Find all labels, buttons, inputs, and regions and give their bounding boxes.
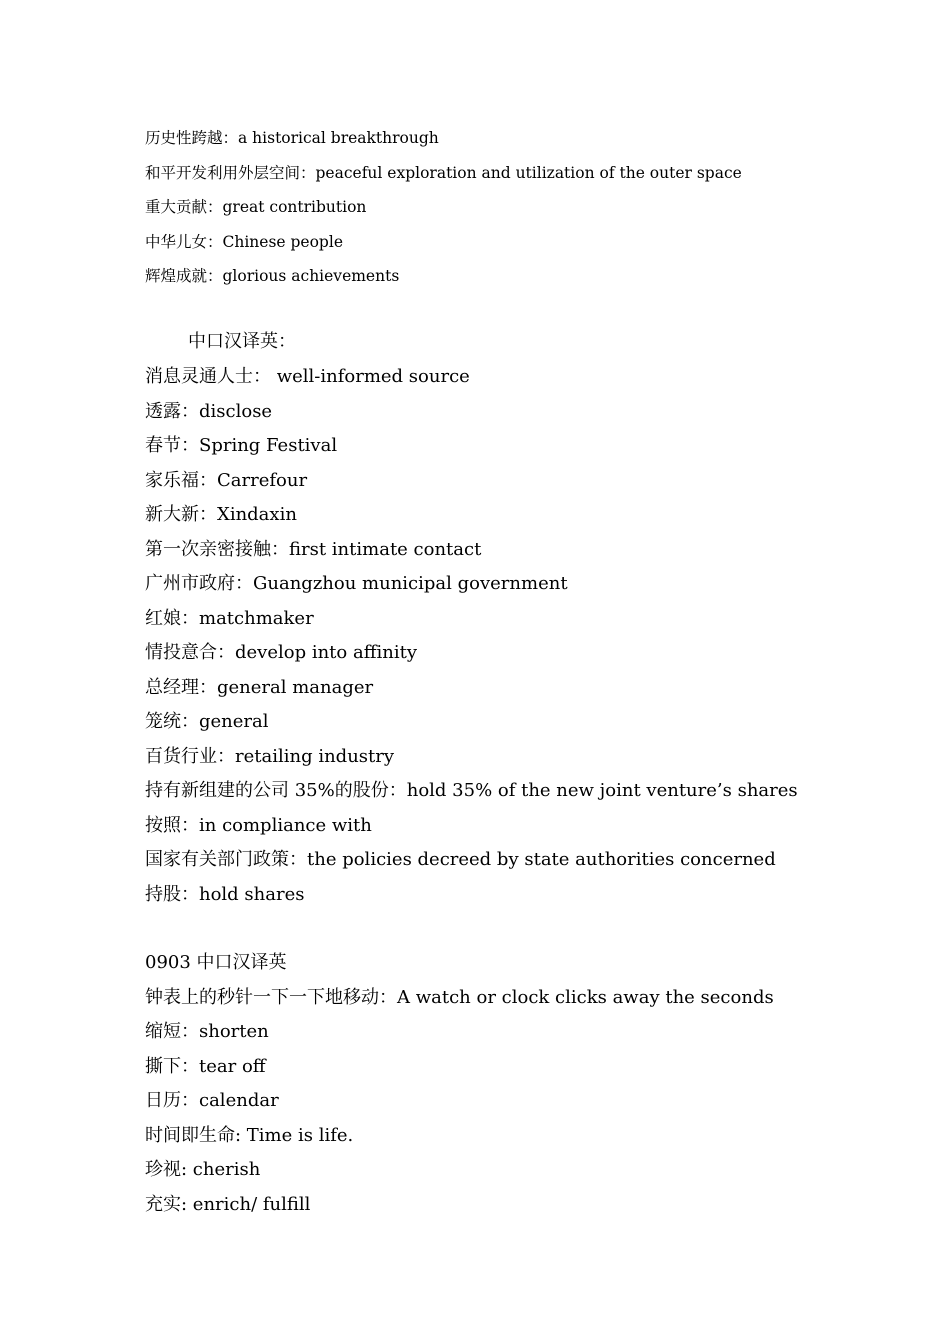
glossary-line: 家乐福：Carrefour — [145, 470, 308, 491]
glossary-line: 总经理：general manager — [145, 677, 374, 698]
glossary-line: 充实: enrich/ fulfill — [145, 1194, 311, 1215]
glossary-line: 持有新组建的公司 35%的股份：hold 35% of the new joint venture’s shares — [145, 780, 798, 801]
glossary-line: 珍视: cherish — [145, 1159, 261, 1180]
glossary-line: 笼统：general — [145, 711, 269, 732]
glossary-line: 按照：in compliance with — [145, 815, 372, 836]
glossary-line: 广州市政府：Guangzhou municipal government — [145, 573, 568, 594]
glossary-line: 第一次亲密接触：first intimate contact — [145, 539, 482, 560]
glossary-line: 日历：calendar — [145, 1090, 279, 1111]
glossary-line: 新大新：Xindaxin — [145, 504, 297, 525]
glossary-line: 重大贡献：great contribution — [145, 198, 367, 216]
section-heading: 0903 中口汉译英 — [145, 952, 287, 973]
glossary-line: 持股：hold shares — [145, 884, 305, 905]
glossary-line: 辉煌成就：glorious achievements — [145, 267, 400, 285]
glossary-line: 红娘：matchmaker — [145, 608, 314, 629]
section-heading: 中口汉译英： — [188, 331, 296, 352]
glossary-line: 钟表上的秒针一下一下地移动：A watch or clock clicks away the seconds — [145, 987, 774, 1008]
glossary-line: 国家有关部门政策：the policies decreed by state authorities concerned — [145, 849, 776, 870]
glossary-line: 情投意合：develop into affinity — [145, 642, 418, 663]
glossary-line: 春节：Spring Festival — [145, 435, 338, 456]
glossary-line: 中华儿女：Chinese people — [145, 233, 343, 251]
glossary-line: 消息灵通人士： well-informed source — [145, 366, 470, 387]
glossary-line: 历史性跨越：a historical breakthrough — [145, 129, 439, 147]
glossary-line: 百货行业：retailing industry — [145, 746, 395, 767]
glossary-line: 撕下：tear off — [145, 1056, 266, 1077]
glossary-line: 透露：disclose — [145, 401, 273, 422]
glossary-line: 时间即生命: Time is life. — [145, 1125, 354, 1146]
glossary-line: 和平开发利用外层空间：peaceful exploration and utilization of the outer space — [145, 164, 742, 182]
glossary-line: 缩短：shorten — [145, 1021, 269, 1042]
